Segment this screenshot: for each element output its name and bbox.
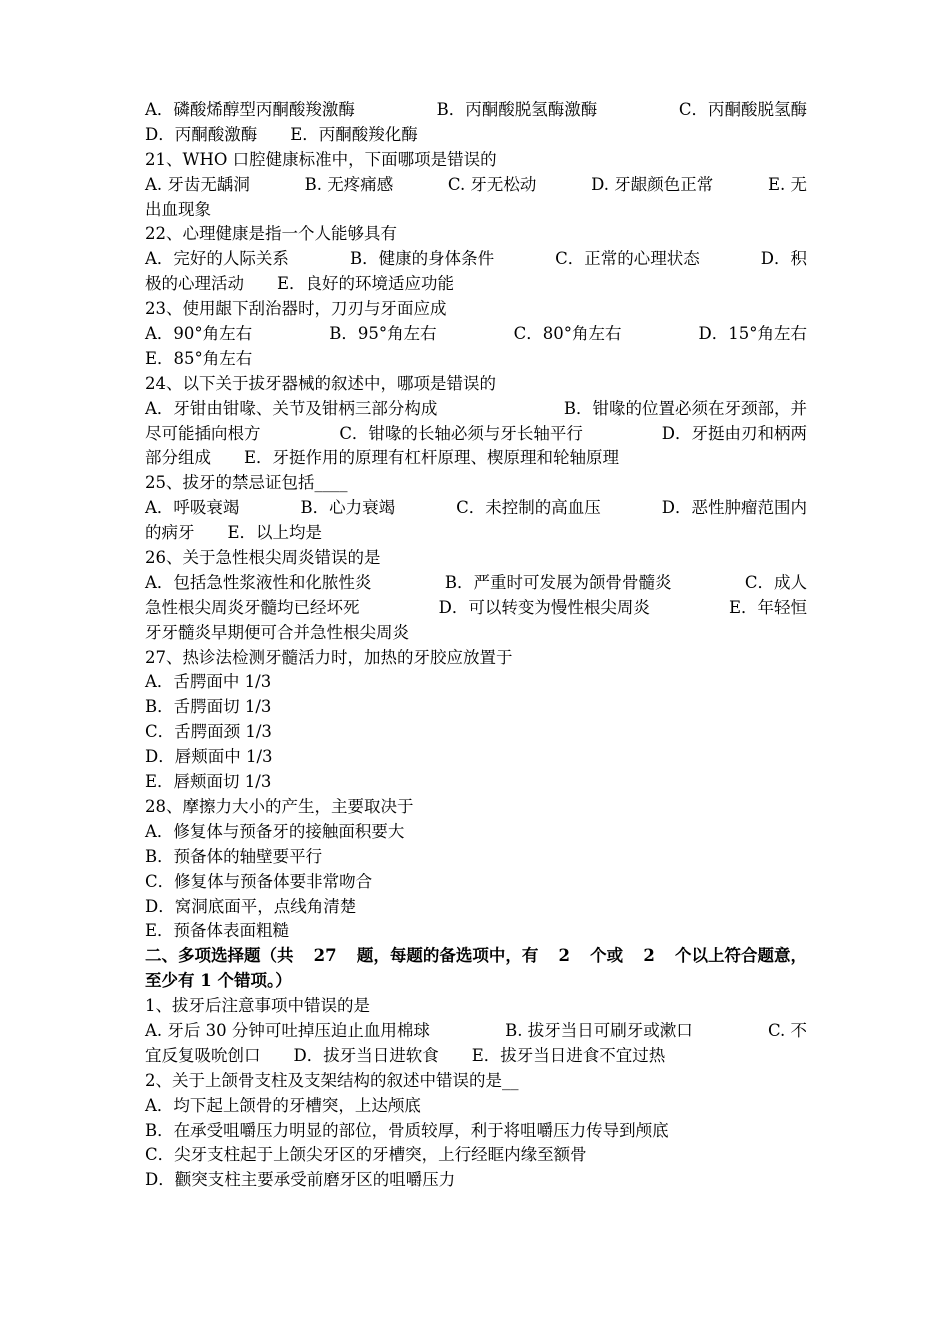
text-line: D．窝洞底面平，点线角清楚 (145, 896, 357, 916)
text-segment: 个以上符合题意， (674, 946, 807, 966)
section-heading (145, 944, 807, 969)
text-segment: A．呼吸衰竭 (145, 498, 240, 518)
text-segment: B．心力衰竭 (300, 498, 396, 518)
text-segment: B．严重时可发展为颌骨骨髓炎 (444, 572, 672, 592)
text-line: D．丙酮酸激酶 E．丙酮酸羧化酶 (145, 124, 418, 144)
text-segment: C．成人 (744, 572, 807, 592)
text-line: A．修复体与预备牙的接触面积要大 (145, 821, 405, 841)
text-line: C．修复体与预备体要非常吻合 (145, 871, 373, 891)
text-segment: D．积 (760, 249, 807, 269)
text-line: C．尖牙支柱起于上颌尖牙区的牙槽突，上行经眶内缘至额骨 (145, 1145, 587, 1165)
text-segment: D．可以转变为慢性根尖周炎 (438, 597, 650, 617)
text-line: 23、使用龈下刮治器时，刀刃与牙面应成 (145, 299, 447, 319)
text-segment: 题，每题的备选项中，有 (356, 946, 539, 966)
text-segment: A．完好的人际关系 (145, 249, 289, 269)
text-line: D．唇颊面中 1/3 (145, 747, 273, 767)
text-segment: D．恶性肿瘤范围内 (661, 498, 807, 518)
text-line (145, 1019, 807, 1044)
text-segment: A．磷酸烯醇型丙酮酸羧激酶 (145, 100, 355, 119)
text-segment: C．正常的心理状态 (555, 249, 700, 269)
text-line: A．舌腭面中 1/3 (145, 672, 272, 692)
text-segment: 尽可能插向根方 (145, 423, 261, 443)
text-line: E．唇颊面切 1/3 (145, 772, 272, 792)
text-segment: C. 牙无松动 (447, 174, 537, 194)
text-line (145, 98, 807, 123)
text-line: 2、关于上颌骨支柱及支架结构的叙述中错误的是__ (145, 1070, 519, 1090)
text-segment: C．钳喙的长轴必须与牙长轴平行 (339, 423, 583, 443)
text-segment: C．80°角左右 (513, 324, 622, 344)
text-segment: A．牙钳由钳喙、关节及钳柄三部分构成 (145, 398, 438, 418)
text-line: 的病牙 E．以上均是 (145, 523, 323, 543)
text-segment: 27 (313, 946, 337, 966)
text-line (145, 496, 807, 521)
text-line (145, 571, 807, 596)
text-line (145, 322, 807, 347)
text-line: E．85°角左右 (145, 348, 253, 368)
text-segment: D．牙挺由刃和柄两 (661, 423, 807, 443)
text-line: C．舌腭面颈 1/3 (145, 722, 272, 742)
text-line: 24、以下关于拔牙器械的叙述中，哪项是错误的 (145, 373, 496, 393)
text-line: 28、摩擦力大小的产生，主要取决于 (145, 796, 414, 816)
text-segment: D. 牙龈颜色正常 (591, 174, 714, 194)
text-line (145, 422, 807, 447)
text-line: 极的心理活动 E．良好的环境适应功能 (145, 274, 455, 294)
text-segment: E. 无 (767, 174, 807, 194)
text-segment: A. 牙齿无龋洞 (145, 174, 250, 194)
text-line: 25、拔牙的禁忌证包括____ (145, 473, 348, 493)
text-segment: 2 (643, 946, 655, 966)
text-segment: B．钳喙的位置必须在牙颈部，并 (563, 398, 807, 418)
text-segment: A. 牙后 30 分钟可吐掉压迫止血用棉球 (145, 1020, 430, 1040)
text-line: 1、拔牙后注意事项中错误的是 (145, 996, 370, 1016)
text-line: 宜反复吸吮创口 D．拔牙当日进软食 E．拔牙当日进食不宜过热 (145, 1045, 666, 1065)
text-segment: C．丙酮酸脱氢酶 (678, 100, 807, 119)
text-segment: C. 不 (767, 1020, 807, 1040)
text-line (145, 596, 807, 621)
text-line: E．预备体表面粗糙 (145, 921, 290, 941)
text-line: 出血现象 (145, 199, 211, 219)
text-line: 21、WHO 口腔健康标准中，下面哪项是错误的 (145, 149, 497, 169)
text-line: 26、关于急性根尖周炎错误的是 (145, 548, 381, 568)
text-line: 部分组成 E．牙挺作用的原理有杠杆原理、楔原理和轮轴原理 (145, 448, 620, 468)
section-heading: 至少有 1 个错项。） (145, 971, 292, 991)
text-segment: 急性根尖周炎牙髓均已经坏死 (145, 597, 360, 617)
text-line: B．预备体的轴壁要平行 (145, 846, 323, 866)
text-segment: A．90°角左右 (145, 324, 253, 344)
text-line (145, 397, 807, 422)
text-segment: 个或 (590, 946, 624, 966)
text-line (145, 247, 807, 272)
text-line (145, 173, 807, 198)
text-segment: B. 无疼痛感 (304, 174, 394, 194)
text-segment: E．年轻恒 (728, 597, 807, 617)
text-line: 22、心理健康是指一个人能够具有 (145, 224, 397, 244)
text-segment: D．15°角左右 (698, 324, 807, 344)
document-page (145, 98, 807, 1193)
text-segment: B. 拔牙当日可刷牙或漱口 (505, 1020, 693, 1040)
text-line: 牙牙髓炎早期便可合并急性根尖周炎 (145, 622, 409, 642)
text-segment: A．包括急性浆液性和化脓性炎 (145, 572, 372, 592)
text-line: B．舌腭面切 1/3 (145, 697, 272, 717)
text-line: 27、热诊法检测牙髓活力时，加热的牙胶应放置于 (145, 647, 513, 667)
text-segment: B．健康的身体条件 (349, 249, 495, 269)
text-line: D．颧突支柱主要承受前磨牙区的咀嚼压力 (145, 1170, 456, 1190)
text-segment: B．丙酮酸脱氢酶激酶 (436, 100, 598, 119)
text-line: B．在承受咀嚼压力明显的部位，骨质较厚，利于将咀嚼压力传导到颅底 (145, 1120, 669, 1140)
text-line: A．均下起上颌骨的牙槽突，上达颅底 (145, 1095, 421, 1115)
text-segment: B．95°角左右 (329, 324, 437, 344)
text-segment: 二、多项选择题（共 (145, 946, 294, 966)
text-segment: 2 (558, 946, 570, 966)
text-segment: C．未控制的高血压 (456, 498, 601, 518)
